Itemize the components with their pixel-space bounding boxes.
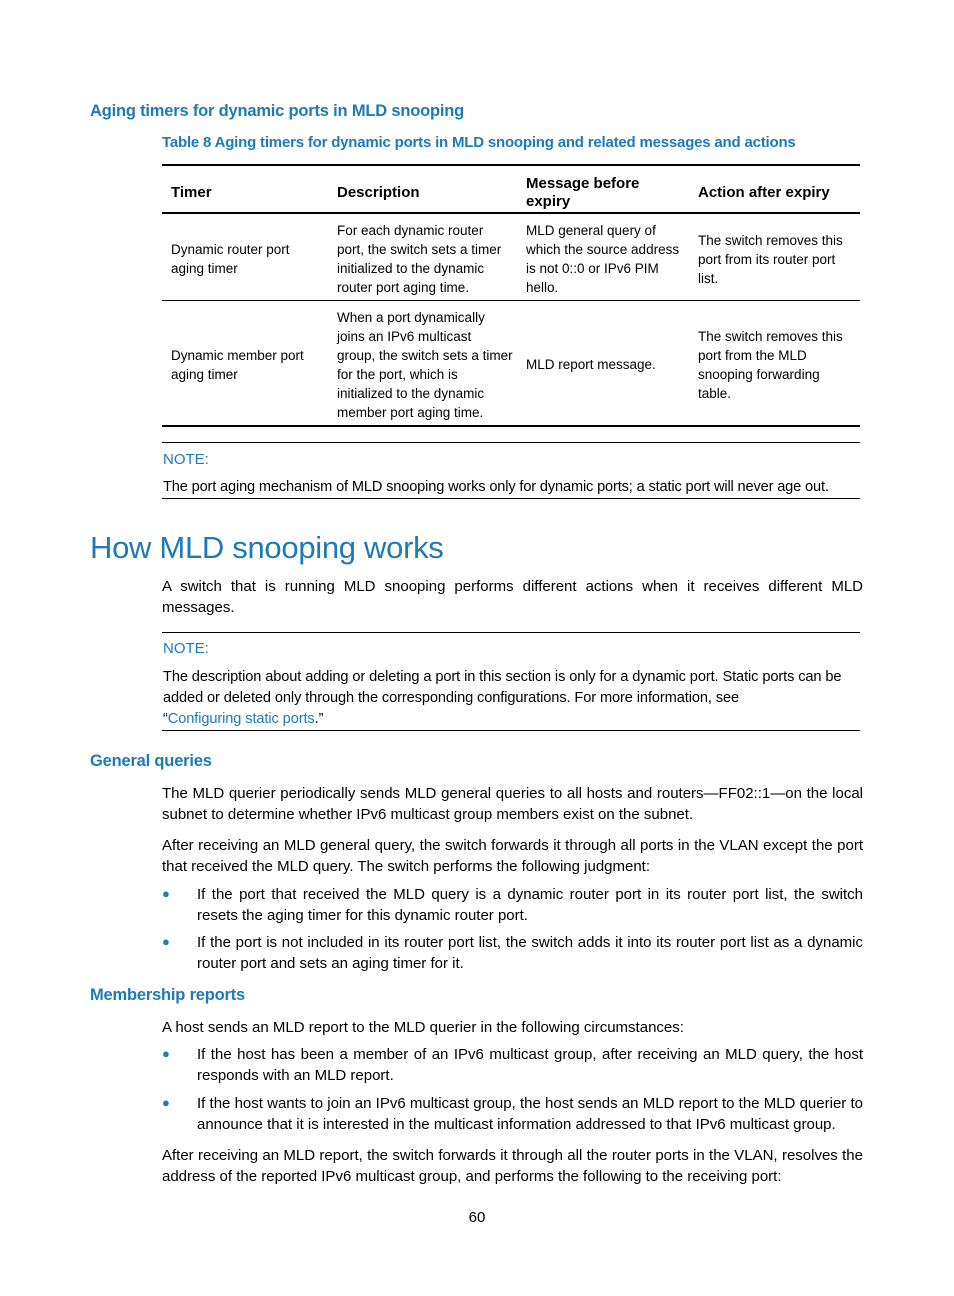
table-header-message: Message before expiry bbox=[526, 175, 640, 210]
section-heading-membership-reports: Membership reports bbox=[90, 986, 246, 1004]
table-header-description: Description bbox=[337, 184, 420, 201]
configuring-static-ports-link[interactable]: Configuring static ports bbox=[167, 711, 315, 727]
table-cell-action: The switch removes this port from its router port list. bbox=[698, 233, 843, 286]
membership-reports-paragraph: A host sends an MLD report to the MLD querier in the following circumstances: bbox=[162, 1019, 684, 1036]
note-top-rule bbox=[162, 632, 860, 633]
note-bottom-rule bbox=[162, 498, 860, 499]
note-label: NOTE: bbox=[163, 451, 209, 468]
table-header-action: Action after expiry bbox=[698, 184, 830, 201]
table-top-rule bbox=[162, 164, 860, 166]
table-cell-description: For each dynamic router port, the switch sets a timer initialized to the dynamic router port aging time. bbox=[337, 223, 502, 295]
table-cell-message: MLD report message. bbox=[526, 357, 656, 372]
note-top-rule bbox=[162, 442, 860, 443]
table-row-divider bbox=[162, 300, 860, 301]
page-number: 60 bbox=[468, 1209, 486, 1226]
table-cell-action: The switch removes this port from the MLD snooping forwarding table. bbox=[698, 329, 843, 401]
note-label: NOTE: bbox=[163, 640, 209, 657]
table-header-rule bbox=[162, 212, 860, 214]
section-heading-general-queries: General queries bbox=[90, 752, 212, 770]
note-text: The port aging mechanism of MLD snooping works only for dynamic ports; a static port will never age out. bbox=[163, 479, 829, 495]
list-item-text: If the port that received the MLD query is a dynamic router port in its router port list, the switch resets the aging timer for this dynamic router port. bbox=[197, 886, 863, 924]
bullet-dot-icon: ● bbox=[162, 886, 170, 901]
general-queries-paragraph: After receiving an MLD general query, the switch forwards it through all ports in the VLAN except the port that received the MLD query. The switch performs the following judgment: bbox=[162, 837, 863, 875]
table-bottom-rule bbox=[162, 425, 860, 427]
table-header-timer: Timer bbox=[171, 184, 212, 201]
table-cell-timer: Dynamic member port aging timer bbox=[171, 348, 304, 382]
bullet-dot-icon: ● bbox=[162, 1095, 170, 1110]
table-cell-message: MLD general query of which the source address is not 0::0 or IPv6 PIM hello. bbox=[526, 223, 680, 295]
membership-reports-paragraph: After receiving an MLD report, the switch forwards it through all the router ports in the VLAN, resolves the address of the reported IPv6 multicast group, and performs the following to the receiving port: bbox=[162, 1147, 863, 1185]
intro-paragraph: A switch that is running MLD snooping performs different actions when it receives different MLD messages. bbox=[162, 578, 863, 616]
general-queries-paragraph: The MLD querier periodically sends MLD general queries to all hosts and routers—FF02::1—on the local subnet to determine whether IPv6 multicast group members exist on the subnet. bbox=[162, 785, 863, 823]
note-bottom-rule bbox=[162, 730, 860, 731]
table-cell-timer: Dynamic router port aging timer bbox=[171, 242, 290, 276]
table-cell-description: When a port dynamically joins an IPv6 multicast group, the switch sets a timer for the port, which is initialized to the dynamic member port aging time. bbox=[337, 310, 513, 420]
note-text: The description about adding or deleting a port in this section is only for a dynamic port. Static ports can be added or deleted only through the corresponding configurations. For more information, see “Configuring static ports.” bbox=[163, 669, 842, 727]
section-heading-aging-timers: Aging timers for dynamic ports in MLD snooping bbox=[90, 102, 464, 120]
bullet-dot-icon: ● bbox=[162, 1046, 170, 1061]
page-title: How MLD snooping works bbox=[90, 530, 444, 565]
table-caption: Table 8 Aging timers for dynamic ports in MLD snooping and related messages and actions bbox=[162, 134, 796, 151]
list-item-text: If the port is not included in its router port list, the switch adds it into its router port list as a dynamic router port and sets an aging timer for it. bbox=[197, 934, 863, 972]
bullet-dot-icon: ● bbox=[162, 934, 170, 949]
list-item-text: If the host has been a member of an IPv6 multicast group, after receiving an MLD query, the host responds with an MLD report. bbox=[197, 1046, 863, 1084]
list-item-text: If the host wants to join an IPv6 multicast group, the host sends an MLD report to the MLD querier to announce that it is interested in the multicast information addressed to that IPv6 multicast group. bbox=[197, 1095, 863, 1133]
